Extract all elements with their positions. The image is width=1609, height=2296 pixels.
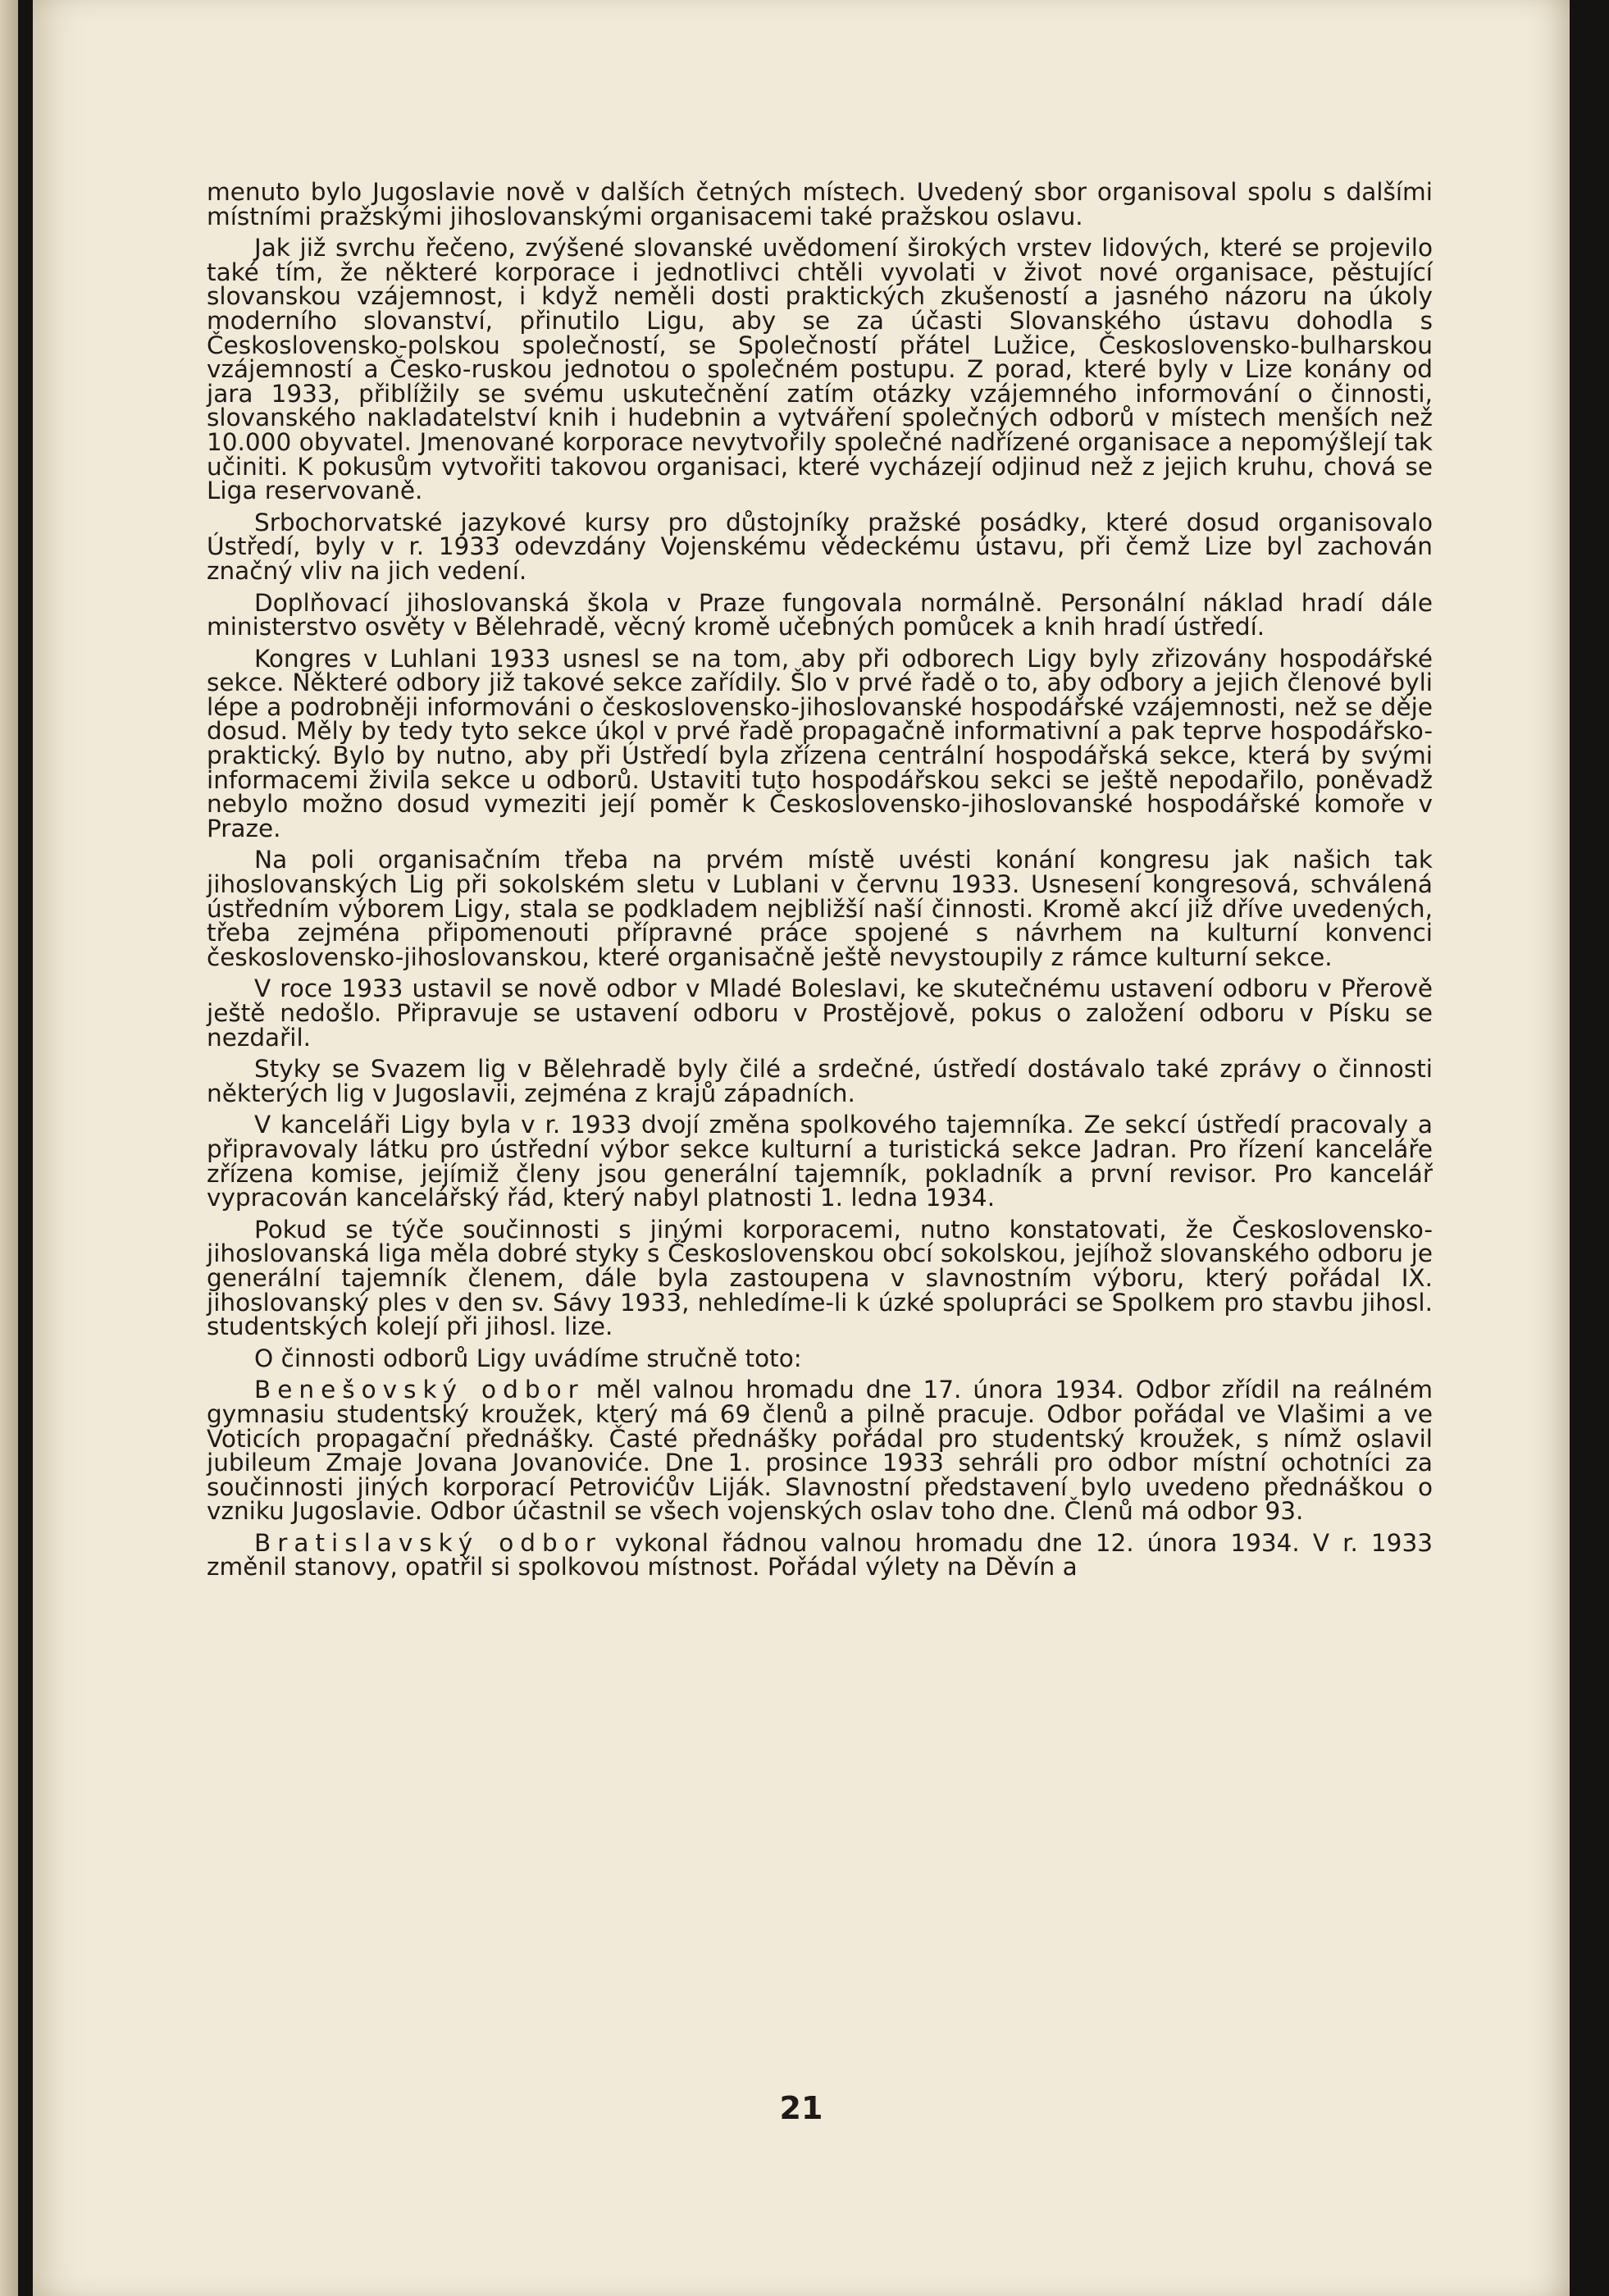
paragraph-economic-sections: Kongres v Luhlani 1933 usnesl se na tom, aby při odborech Ligy byly zřizovány hospodářské sekce. Některé odbory již takové sekce zařídily. Šlo v prvé řadě o to, aby odbory a jejich členové byli lépe a podrobněji informováni o československo-jihoslovanské hospodářské vzájemnosti, než se děje dosud. Měly by tedy tyto sekce úkol v prvé řadě propagačně informativní a pak teprve hospodářsko-praktický. Bylo by nutno, aby při Ústředí byla zřízena centrální hospodářská sekce, která by svými informacemi živila sekce u odborů. Ustaviti tuto hospodářskou sekci se ještě nepodařilo, poněvadž nebylo možno dosud vymeziti její poměr k Československo-jihoslovanské hospodářské komoře v Praze. <box>207 644 1433 842</box>
paragraph-continuation: menuto bylo Jugoslavie nově v dalších četných místech. Uvedený sbor organisoval spolu s dalšími místními pražskými jihoslovanskými organisacemi také pražskou oslavu. <box>207 178 1433 231</box>
branch-text-bratislava: vykonal řádnou valnou hromadu dne 12. února 1934. V r. 1933 změnil stanovy, opatřil si spolkovou místnost. Pořádal výlety na Děvín a <box>207 1528 1433 1582</box>
paragraph-congress: Na poli organisačním třeba na prvém místě uvésti konání kongresu jak našich tak jihoslovanských Lig při sokolském sletu v Lublani v červnu 1933. Usnesení kongresová, schválená ústředním výborem Ligy, stala se podkladem nejbližší naší činnosti. Kromě akcí již dříve uvedených, třeba zejména připomenouti přípravné práce spojené s návrhem na kulturní konvenci československo-jihoslovanskou, které organisačně ještě nevystoupily z rámce kulturní sekce. <box>207 846 1433 971</box>
paragraph-bratislava-branch <box>207 1528 1433 1582</box>
branch-name-benesov: Benešovský odbor <box>254 1376 585 1404</box>
paragraph-cooperation: Pokud se týče součinnosti s jinými korporacemi, nutno konstatovati, že Československo-jihoslovanská liga měla dobré styky s Československou obcí sokolskou, jejíhož slovanského odboru je generální tajemník členem, dále byla zastoupena v slavnostním výboru, který pořádal IX. jihoslovanský ples v den sv. Sávy 1933, nehledíme-li k úzké spolupráci se Spolkem pro stavbu jihosl. studentských kolejí při jihosl. lize. <box>207 1215 1433 1341</box>
branch-text-benesov: měl valnou hromadu dne 17. února 1934. Odbor zřídil na reálném gymnasiu studentský kroužek, který má 69 členů a pilně pracuje. Odbor pořádal ve Vlašimi a ve Voticích propagační přednášky. Časté přednášky pořádal pro studentský kroužek, s nímž oslavil jubileum Zmaje Jovana Jovanoviće. Dne 1. prosince 1933 sehráli pro odbor místní ochotníci za součinnosti jiných korporací Petrovićův Liják. Slavnostní představení bylo uvedeno přednáškou o vzniku Jugoslavie. Odbor účastnil se všech vojenských oslav toho dne. Členů má odbor 93. <box>207 1376 1433 1526</box>
paragraph-office: V kanceláři Ligy byla v r. 1933 dvojí změna spolkového tajemníka. Ze sekcí ústředí pracovaly a připravovaly látku pro ústřední výbor sekce kulturní a turistická sekce Jadran. Pro řízení kanceláře zřízena komise, jejímiž členy jsou generální tajemník, pokladník a první revisor. Pro kancelář vypracován kancelářský řád, který nabyl platnosti 1. ledna 1934. <box>207 1111 1433 1212</box>
paragraph-new-branches: V roce 1933 ustavil se nově odbor v Mladé Boleslavi, ke skutečnému ustavení odboru v Přerově ještě nedošlo. Připravuje se ustavení odboru v Prostějově, pokus o založení odboru v Písku se nezdařil. <box>207 975 1433 1052</box>
paragraph-school: Doplňovací jihoslovanská škola v Praze fungovala normálně. Personální náklad hradí dále ministerstvo osvěty v Bělehradě, věcný kromě učebných pomůcek a knih hradí ústředí. <box>207 588 1433 641</box>
paragraph-branches-intro: O činnosti odborů Ligy uvádíme stručně toto: <box>254 1344 802 1372</box>
paragraph-slavic-awareness: Jak již svrchu řečeno, zvýšené slovanské uvědomení širokých vrstev lidových, které se projevilo také tím, že některé korporace i jednotlivci chtěli vyvolati v život nové organisace, pěstující slovanskou vzájemnost, i když neměli dosti praktických zkušeností a jasného názoru na úkoly moderního slovanství, přinutilo Ligu, aby se za účasti Slovanského ústavu dohodla s Československo-polskou společností, se Společností přátel Lužice, Československo-bulharskou vzájemností a Česko-ruskou jednotou o společném postupu. Z porad, které byly v Lize konány od jara 1933, přiblížily se svému uskutečnění zatím otázky vzájemného informování o činnosti, slovanského nakladatelství knih i hudebnin a vytváření společných odborů v místech menších než 10.000 obyvatel. Jmenované korporace nevytvořily společné nadřízené organisace a nepomýšlejí tak učiniti. K pokusům vytvořiti takovou organisaci, které vycházejí odjinud než z jejich kruhu, chová se Liga reservovaně. <box>207 234 1433 505</box>
body-text <box>207 180 1433 1587</box>
paragraph-language-courses: Srbochorvatské jazykové kursy pro důstojníky pražské posádky, které dosud organisovalo Ústředí, byly v r. 1933 odevzdány Vojenskému vědeckému ústavu, při čemž Lize byl zachován značný vliv na jich vedení. <box>207 508 1433 585</box>
paragraph-belgrade-contacts: Styky se Svazem lig v Bělehradě byly čilé a srdečné, ústředí dostávalo také zprávy o činnosti některých lig v Jugoslavii, zejména z krajů západních. <box>207 1055 1433 1107</box>
page-number: 21 <box>779 2090 823 2126</box>
document-page <box>33 0 1570 2296</box>
book-spine-edge <box>0 0 18 2296</box>
paragraph-benesov-branch <box>207 1378 1433 1524</box>
branch-name-bratislava: Bratislavský odbor <box>254 1528 602 1557</box>
